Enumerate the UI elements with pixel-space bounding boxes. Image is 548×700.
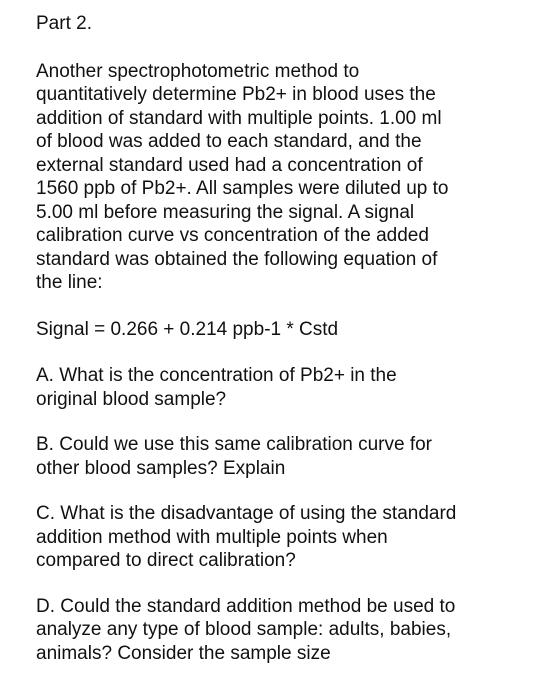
intro-line: external standard used had a concentration of xyxy=(36,154,423,176)
question-b xyxy=(36,433,536,480)
question-line: addition method with multiple points when xyxy=(36,526,388,548)
intro-line: addition of standard with multiple points. 1.00 ml xyxy=(36,107,442,129)
question-line: D. Could the standard addition method be used to xyxy=(36,595,456,617)
question-line: original blood sample? xyxy=(36,388,227,410)
question-line: animals? Consider the sample size xyxy=(36,642,331,664)
intro-line: 5.00 ml before measuring the signal. A signal xyxy=(36,201,415,223)
question-c xyxy=(36,502,536,573)
intro-line: standard was obtained the following equation of xyxy=(36,248,438,270)
question-line: compared to direct calibration? xyxy=(36,550,296,571)
question-a xyxy=(36,364,536,411)
intro-line: calibration curve vs concentration of the added xyxy=(36,225,429,246)
calibration-equation: Signal = 0.266 + 0.214 ppb-1 * Cstd xyxy=(36,318,339,340)
question-line: B. Could we use this same calibration curve for xyxy=(36,434,433,455)
spacer xyxy=(36,411,536,433)
part-title: Part 2. xyxy=(36,13,92,34)
question-line: C. What is the disadvantage of using the standard xyxy=(36,503,457,524)
question-d xyxy=(36,595,536,666)
intro-paragraph xyxy=(36,60,536,295)
spacer xyxy=(36,573,536,595)
intro-line: quantitatively determine Pb2+ in blood uses the xyxy=(36,84,436,105)
spacer xyxy=(36,341,536,364)
spacer xyxy=(36,295,536,317)
question-line: A. What is the concentration of Pb2+ in the xyxy=(36,365,397,386)
intro-line: Another spectrophotometric method to xyxy=(36,60,360,82)
document xyxy=(36,8,536,665)
spacer xyxy=(36,36,536,60)
question-line: other blood samples? Explain xyxy=(36,457,286,479)
spacer xyxy=(36,480,536,502)
intro-line: the line: xyxy=(36,272,103,293)
intro-line: of blood was added to each standard, and the xyxy=(36,131,422,152)
question-line: analyze any type of blood sample: adults, babies, xyxy=(36,619,452,640)
intro-line: 1560 ppb of Pb2+. All samples were diluted up to xyxy=(36,178,449,199)
